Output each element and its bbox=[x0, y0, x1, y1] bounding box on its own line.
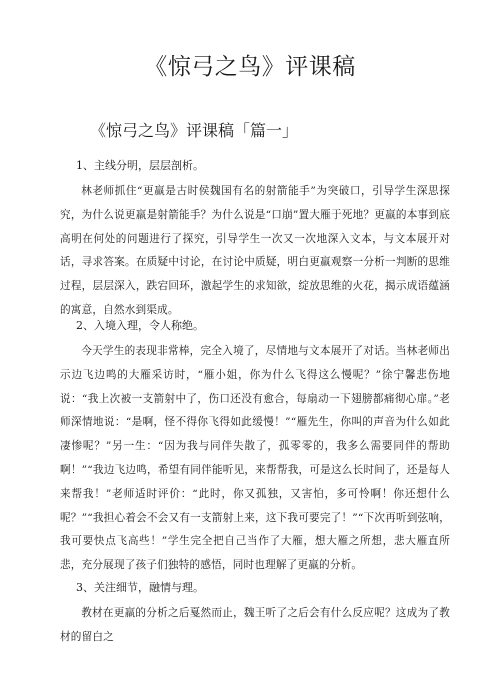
document-title: 《惊弓之鸟》评课稿 bbox=[144, 54, 356, 80]
section-paragraph-3: 教材在更羸的分析之后戛然而止，魏王听了之后会有什么反应呢？这成为了教材的留白之 bbox=[60, 607, 450, 643]
section-heading-3: 3、关注细节，融情与理。 bbox=[76, 581, 204, 594]
section-heading-2: 2、入境入理，令人称绝。 bbox=[76, 319, 204, 332]
section-paragraph-2: 今天学生的表现非常棒，完全入境了，尽情地与文本展开了对话。当林老师出示边飞边鸣的大雁采访时，“雁小姐，你为什么飞得这么慢呢？”徐宁馨悲伤地说：“我上次被一支箭射中了，伤口还没有愈合，每扇动一下翅膀都痛彻心扉。”老师深情地说：“是啊，怪不得你飞得如此缓慢！”“雁先生，你叫的声音为什么如此凄惨呢？”另一生：“因为我与同伴失散了，孤零零的，我多么需要同伴的帮助啊！”“我边飞边鸣，希望有同伴能听见，来帮帮我，可是这么长时间了，还是每人来帮我！”老师适时评价：“此时，你又孤独，又害怕，多可怜啊！你还想什么呢？”“我担心着会不会又有一支箭射上来，这下我可要完了！”“下次再听到弦响，我可要快点飞高些！”学生完全把自己当作了大雁，想大雁之所想，悲大雁直所悲，充分展现了孩子们独特的感悟，同时也理解了更羸的分析。 bbox=[60, 345, 450, 572]
document-subtitle: 《惊弓之鸟》评课稿「篇一」 bbox=[90, 121, 299, 140]
section-paragraph-1: 林老师抓住“更羸是古时侯魏国有名的射箭能手”为突破口，引导学生深思探究，为什么说更羸是射箭能手？为什么说是“口崩”置大雁于死地？更羸的本事到底高明在何处的问题进行了探究，引导学生一次又一次地深入文本，与文本展开对话，寻求答案。在质疑中讨论，在讨论中质疑，明白更羸观察一分析一判断的思维过程，层层深入，跌宕回环，激起学生的求知欲，绽放思维的火花，揭示成语蕴涵的寓意，自然水到渠成。 bbox=[60, 185, 450, 316]
section-heading-1: 1、主线分明，层层剖析。 bbox=[76, 159, 204, 172]
